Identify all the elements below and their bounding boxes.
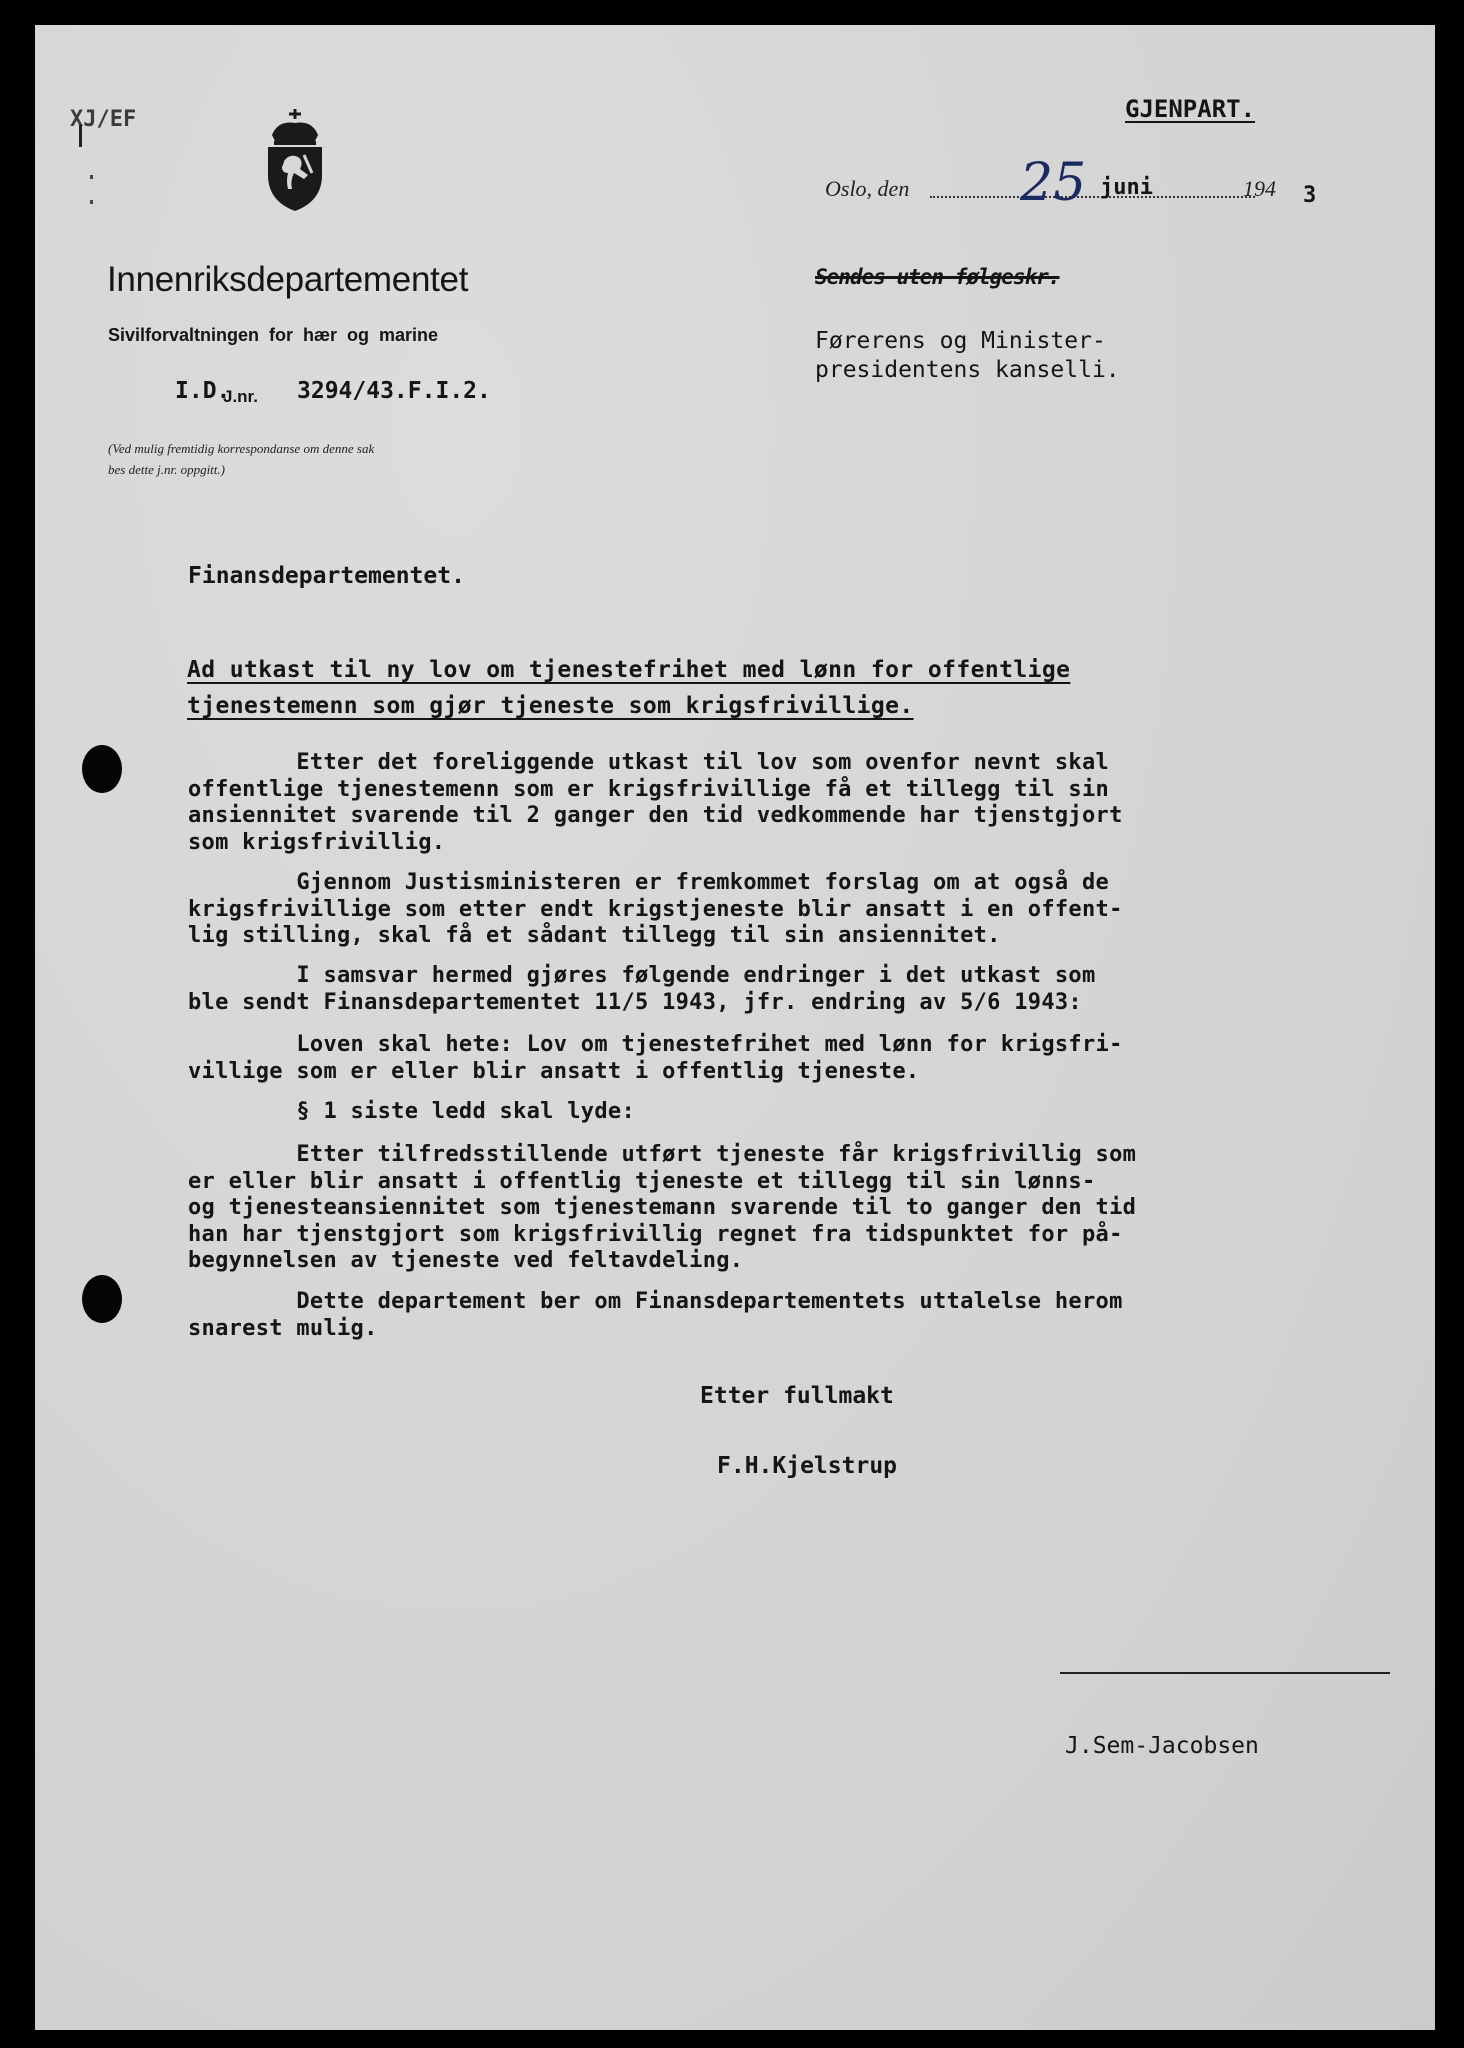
journal-number: 3294/43.F.I.2. <box>297 378 491 404</box>
reference-initials: XJ/EF <box>70 107 137 132</box>
signatory-2: J.Sem-Jacobsen <box>1065 1733 1259 1759</box>
norwegian-coat-of-arms-icon <box>260 105 330 215</box>
body-paragraph-1: Etter det foreliggende utkast til lov som ovenfor nevnt skal offentlige tjenestemenn som er krigsfrivillige få et tillegg til sin ansiennitet svarende til 2 ganger den tid vedkommende har tjenstgjort som krigsfrivillig. <box>188 750 1123 855</box>
signature-line <box>1060 1672 1390 1674</box>
punch-hole-top <box>82 745 122 793</box>
margin-mark <box>90 175 93 179</box>
closing-authority: Etter fullmakt <box>700 1383 894 1409</box>
body-paragraph-7: Dette departement ber om Finansdepartementets uttalelse herom snarest mulig. <box>188 1289 1123 1341</box>
subject-line1: Ad utkast til ny lov om tjenestefrihet med lønn for offentlige <box>187 657 1071 683</box>
department-subdivision: Sivilforvaltningen for hær og marine <box>108 325 439 345</box>
jnr-prefix: I.D. <box>175 378 231 404</box>
gjenpart-label: GJENPART. <box>1125 95 1256 123</box>
correspondence-note-line2: bes dette j.nr. oppgitt.) <box>108 462 225 477</box>
recipient-line2: presidentens kanselli. <box>815 357 1120 383</box>
dateline-dotted-line <box>930 196 1255 198</box>
addressee: Finansdepartementet. <box>188 563 465 589</box>
dateline-place: Oslo, den <box>825 176 910 201</box>
body-paragraph-6: Etter tilfredsstillende utført tjeneste får krigsfrivillig som er eller blir ansatt i offentlig tjeneste et tillegg til sin lønns- og tjenesteansiennitet som tjenestemann svarende til to ganger den tid han har tjenstgjort som krigsfrivillig regnet fra tidspunktet for på- begynnelsen av tjeneste ved feltavdeling. <box>188 1142 1137 1273</box>
dateline-year-suffix: 3 <box>1303 183 1317 208</box>
dateline-month: juni <box>1100 175 1153 200</box>
subject-line2: tjenestemenn som gjør tjeneste som krigsfrivillige. <box>187 693 914 719</box>
recipient-line1: Førerens og Minister- <box>815 328 1106 354</box>
body-paragraph-2: Gjennom Justisministeren er fremkommet forslag om at også de krigsfrivillige som etter endt krigstjeneste blir ansatt i en offent- lig stilling, skal få et sådant tillegg til sin ansiennitet. <box>188 870 1123 948</box>
body-paragraph-4: Loven skal hete: Lov om tjenestefrihet med lønn for krigsfri- villige som er eller blir ansatt i offentlig tjeneste. <box>188 1032 1123 1084</box>
document-page <box>35 25 1435 2030</box>
dateline-day: 25 <box>1020 153 1087 213</box>
correspondence-note-line1: (Ved mulig fremtidig korrespondanse om denne sak <box>108 441 375 456</box>
dateline-year-prefix: 194 <box>1243 176 1276 201</box>
punch-hole-bottom <box>82 1275 122 1323</box>
jnr-label: J.nr. <box>223 387 258 406</box>
signatory-1: F.H.Kjelstrup <box>717 1453 898 1479</box>
body-paragraph-3: I samsvar hermed gjøres følgende endringer i det utkast som ble sendt Finansdepartementet 11/5 1943, jfr. endring av 5/6 1943: <box>188 963 1096 1015</box>
body-paragraph-5: § 1 siste ledd skal lyde: <box>188 1099 635 1124</box>
struck-out-note: Sendes uten følgeskr. <box>815 265 1060 289</box>
margin-mark <box>90 200 93 204</box>
department-name: Innenriksdepartementet <box>107 260 469 299</box>
